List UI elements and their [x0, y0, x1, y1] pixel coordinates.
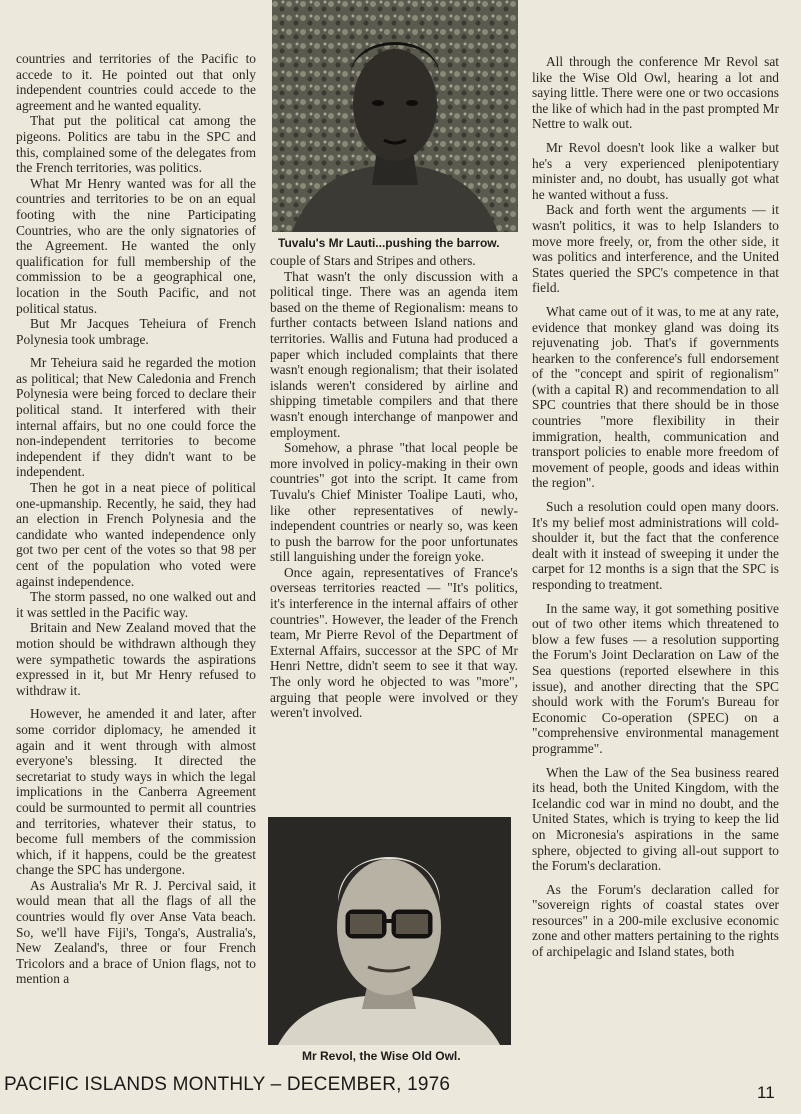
photo-mr-lauti — [272, 0, 518, 232]
paragraph: When the Law of the Sea business reared its head, both the United Kingdom, with the Icelandic cod war in mind no doubt, and the United States, which is trying to keep the lid on Micronesia's aspirations in the same sphere, objected to giving all-out support to the Forum's declaration. — [532, 764, 779, 874]
paragraph: couple of Stars and Stripes and others. — [270, 253, 476, 268]
paragraph: Britain and New Zealand moved that the motion should be withdrawn although they were sympathetic towards the aspirations expressed in it, but Mr Henry refused to withdraw it. — [16, 620, 256, 698]
page-number: 11 — [757, 1083, 775, 1102]
paragraph: In the same way, it got something positive out of two other items which threatened to blow a few fuses — a resolution supporting the Forum's Joint Declaration on Law of the Sea questions (reported elsewhere in this issue), and another directing that the SPC should work with the Forum's Bureau for Economic Co-operation (SPEC) on a "comprehensive environmental management programme". — [532, 600, 779, 756]
portrait-image — [272, 0, 518, 232]
photo-caption: Tuvalu's Mr Lauti...pushing the barrow. — [278, 236, 500, 250]
paragraph: But Mr Jacques Teheiura of French Polynesia took umbrage. — [16, 316, 256, 347]
paragraph: Then he got in a neat piece of political one-upmanship. Recently, he said, they had an election in French Polynesia and the candidate who wanted independence only got two per cent of the votes so that 98 per cent of the population who voted were against independence. — [16, 480, 256, 589]
paragraph: That put the political cat among the pigeons. Politics are tabu in the SPC and this, complained some of the delegates from the French territories, was politics. — [16, 113, 256, 176]
paragraph: The storm passed, no one walked out and it was settled in the Pacific way. — [16, 589, 256, 620]
article-column-2 — [270, 253, 518, 721]
photo-mr-revol — [268, 817, 511, 1045]
paragraph: Once again, representatives of France's overseas territories reacted — "It's politics, it's interference in the internal affairs of other countries". However, the leader of the French team, Mr Pierre Revol of the Department of External Affairs, successor at the SPC of Mr Henri Nettre, didn't seem to see it that way. The only word he objected to was "more", arguing that people were involved or they weren't involved. — [270, 564, 518, 721]
portrait-image — [268, 817, 511, 1045]
paragraph: countries and territories of the Pacific to accede to it. He pointed out that only independent countries could accede to the agreement and he wanted equality. — [16, 51, 256, 113]
paragraph: All through the conference Mr Revol sat like the Wise Old Owl, hearing a lot and saying little. There were one or two occasions the like of which had in the past prompted Mr Nettre to walk out. — [532, 54, 779, 132]
paragraph: As the Forum's declaration called for "sovereign rights of coastal states over resources" in a 200-mile exclusive economic zone and other matters pertaining to the rights of archipelagic and Island states, both — [532, 881, 779, 960]
paragraph: However, he amended it and later, after some corridor diplomacy, he amended it again and it went through with almost everyone's blessing. It directed the secretariat to study ways in which the legal implications in the Canberra Agreement could be surmounted to permit all countries and territories, whatever their status, to become full members of the commission which, if it happens, could be the greatest change the SPC has undergone. — [16, 706, 256, 878]
paragraph: Mr Teheiura said he regarded the motion as political; that New Caledonia and French Polynesia were being forced to declare their political stand. It interfered with their internal affairs, but no one could force the non-independent territories to become independent if they didn't want to be independent. — [16, 355, 256, 480]
paragraph: Such a resolution could open many doors. It's my belief most administrations will cold-shoulder it, but the fact that the conference dealt with it instead of sweeping it under the carpet for 12 months is a sign that the SPC is responding to treatment. — [532, 499, 779, 592]
paragraph: As Australia's Mr R. J. Percival said, it would mean that all the flags of all the countries would fly over Anse Vata beach. So, we'll have Fiji's, Tonga's, Australia's, New Zealand's, three or four French Tricolors and a brace of Union flags, not to mention a — [16, 877, 256, 987]
article-column-1 — [16, 51, 256, 987]
paragraph: Mr Revol doesn't look like a walker but he's a very experienced plenipotentiary minister and, no doubt, has usually got what he wanted without a fuss. — [532, 139, 779, 202]
photo-caption: Mr Revol, the Wise Old Owl. — [302, 1049, 461, 1063]
footer-publication: PACIFIC ISLANDS MONTHLY – DECEMBER, 1976 — [4, 1074, 451, 1095]
paragraph: Somehow, a phrase "that local people be more involved in policy-making in their own countries" got into the script. It came from Tuvalu's Chief Minister Toalipe Lauti, who, like other representatives of newly-independent countries or nearly so, was keen to push the barrow for the poor unfortunates still languishing under the foreign yoke. — [270, 440, 518, 565]
paragraph: Back and forth went the arguments — it wasn't politics, it was to help Islanders to move more freely, or, from the other side, it was politics and interference, and the United States queried the SPC's competence in that field. — [532, 202, 779, 296]
paragraph: What came out of it was, to me at any rate, evidence that monkey gland was doing its rejuvenating job. That's if governments hearken to the conference's full endorsement of the "concept and spirit of regionalism" (with a capital R) and recommendation to all SPC countries that there should be in those countries "more flexibility in their immigration, health, communication and transport policies to enable more freedom of movement of people, goods and ideas within the region". — [532, 303, 779, 491]
article-column-3 — [532, 54, 779, 960]
paragraph: That wasn't the only discussion with a political tinge. There was an agenda item based on the theme of Regionalism: means to further contacts between Island nations and territories. Wallis and Futuna had produced a paper which included complaints that there wasn't enough regionalism; that their isolated islands weren't considered by airline and shipping timetable compilers and that there wasn't enough interchange of manpower and employment. — [270, 268, 518, 440]
paragraph: What Mr Henry wanted was for all the countries and territories to be on an equal footing with the nine Participating Countries, who are the only signatories of the Agreement. He wanted the only qualification for full membership of the commission to be a geographical one, location in the South Pacific, and not political status. — [16, 175, 256, 316]
